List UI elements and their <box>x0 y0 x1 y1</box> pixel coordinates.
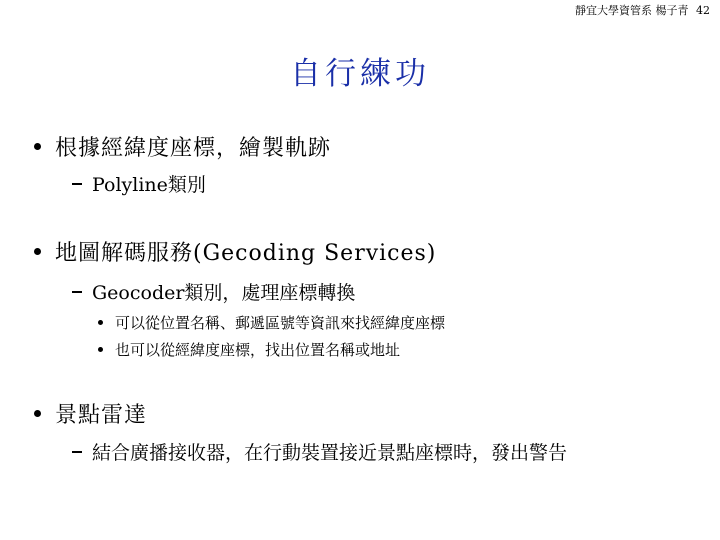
sub-item-polyline <box>72 170 206 197</box>
sub-item-text: Geocoder類別，處理座標轉換 <box>92 282 356 304</box>
sub-item-text: 結合廣播接收器，在行動裝置接近景點座標時，發出警告 <box>92 442 568 464</box>
bullet-text: 根據經緯度座標，繪製軌跡 <box>55 136 332 161</box>
sub-item-text: Polyline類別 <box>92 174 206 196</box>
bullet-icon <box>34 248 41 255</box>
header-note <box>575 2 710 18</box>
dash-icon <box>72 183 82 185</box>
bullet-text: 景點雷達 <box>55 403 148 428</box>
dash-icon <box>72 451 82 453</box>
detail-item-reverse-geocoding <box>98 339 400 360</box>
bullet-icon <box>98 347 103 352</box>
course-credit: 靜宜大學資管系 楊子青 <box>575 4 689 17</box>
bullet-item-geocoding <box>34 236 436 267</box>
bullet-icon <box>34 410 41 417</box>
dash-icon <box>72 291 82 293</box>
bullet-text: 地圖解碼服務(Gecoding Services) <box>55 241 437 266</box>
bullet-icon <box>98 320 103 325</box>
slide-title: 自行練功 <box>290 56 430 92</box>
detail-item-text: 也可以從經緯度座標，找出位置名稱或地址 <box>115 341 401 359</box>
detail-item-forward-geocoding <box>98 312 445 333</box>
bullet-item-trajectory <box>34 131 331 162</box>
bullet-icon <box>34 143 41 150</box>
sub-item-geocoder <box>72 278 355 305</box>
sub-item-broadcast-receiver <box>72 438 567 465</box>
bullet-item-poi-radar <box>34 398 147 429</box>
detail-item-text: 可以從位置名稱、郵遞區號等資訊來找經緯度座標 <box>115 314 446 332</box>
page-number: 42 <box>696 4 710 17</box>
